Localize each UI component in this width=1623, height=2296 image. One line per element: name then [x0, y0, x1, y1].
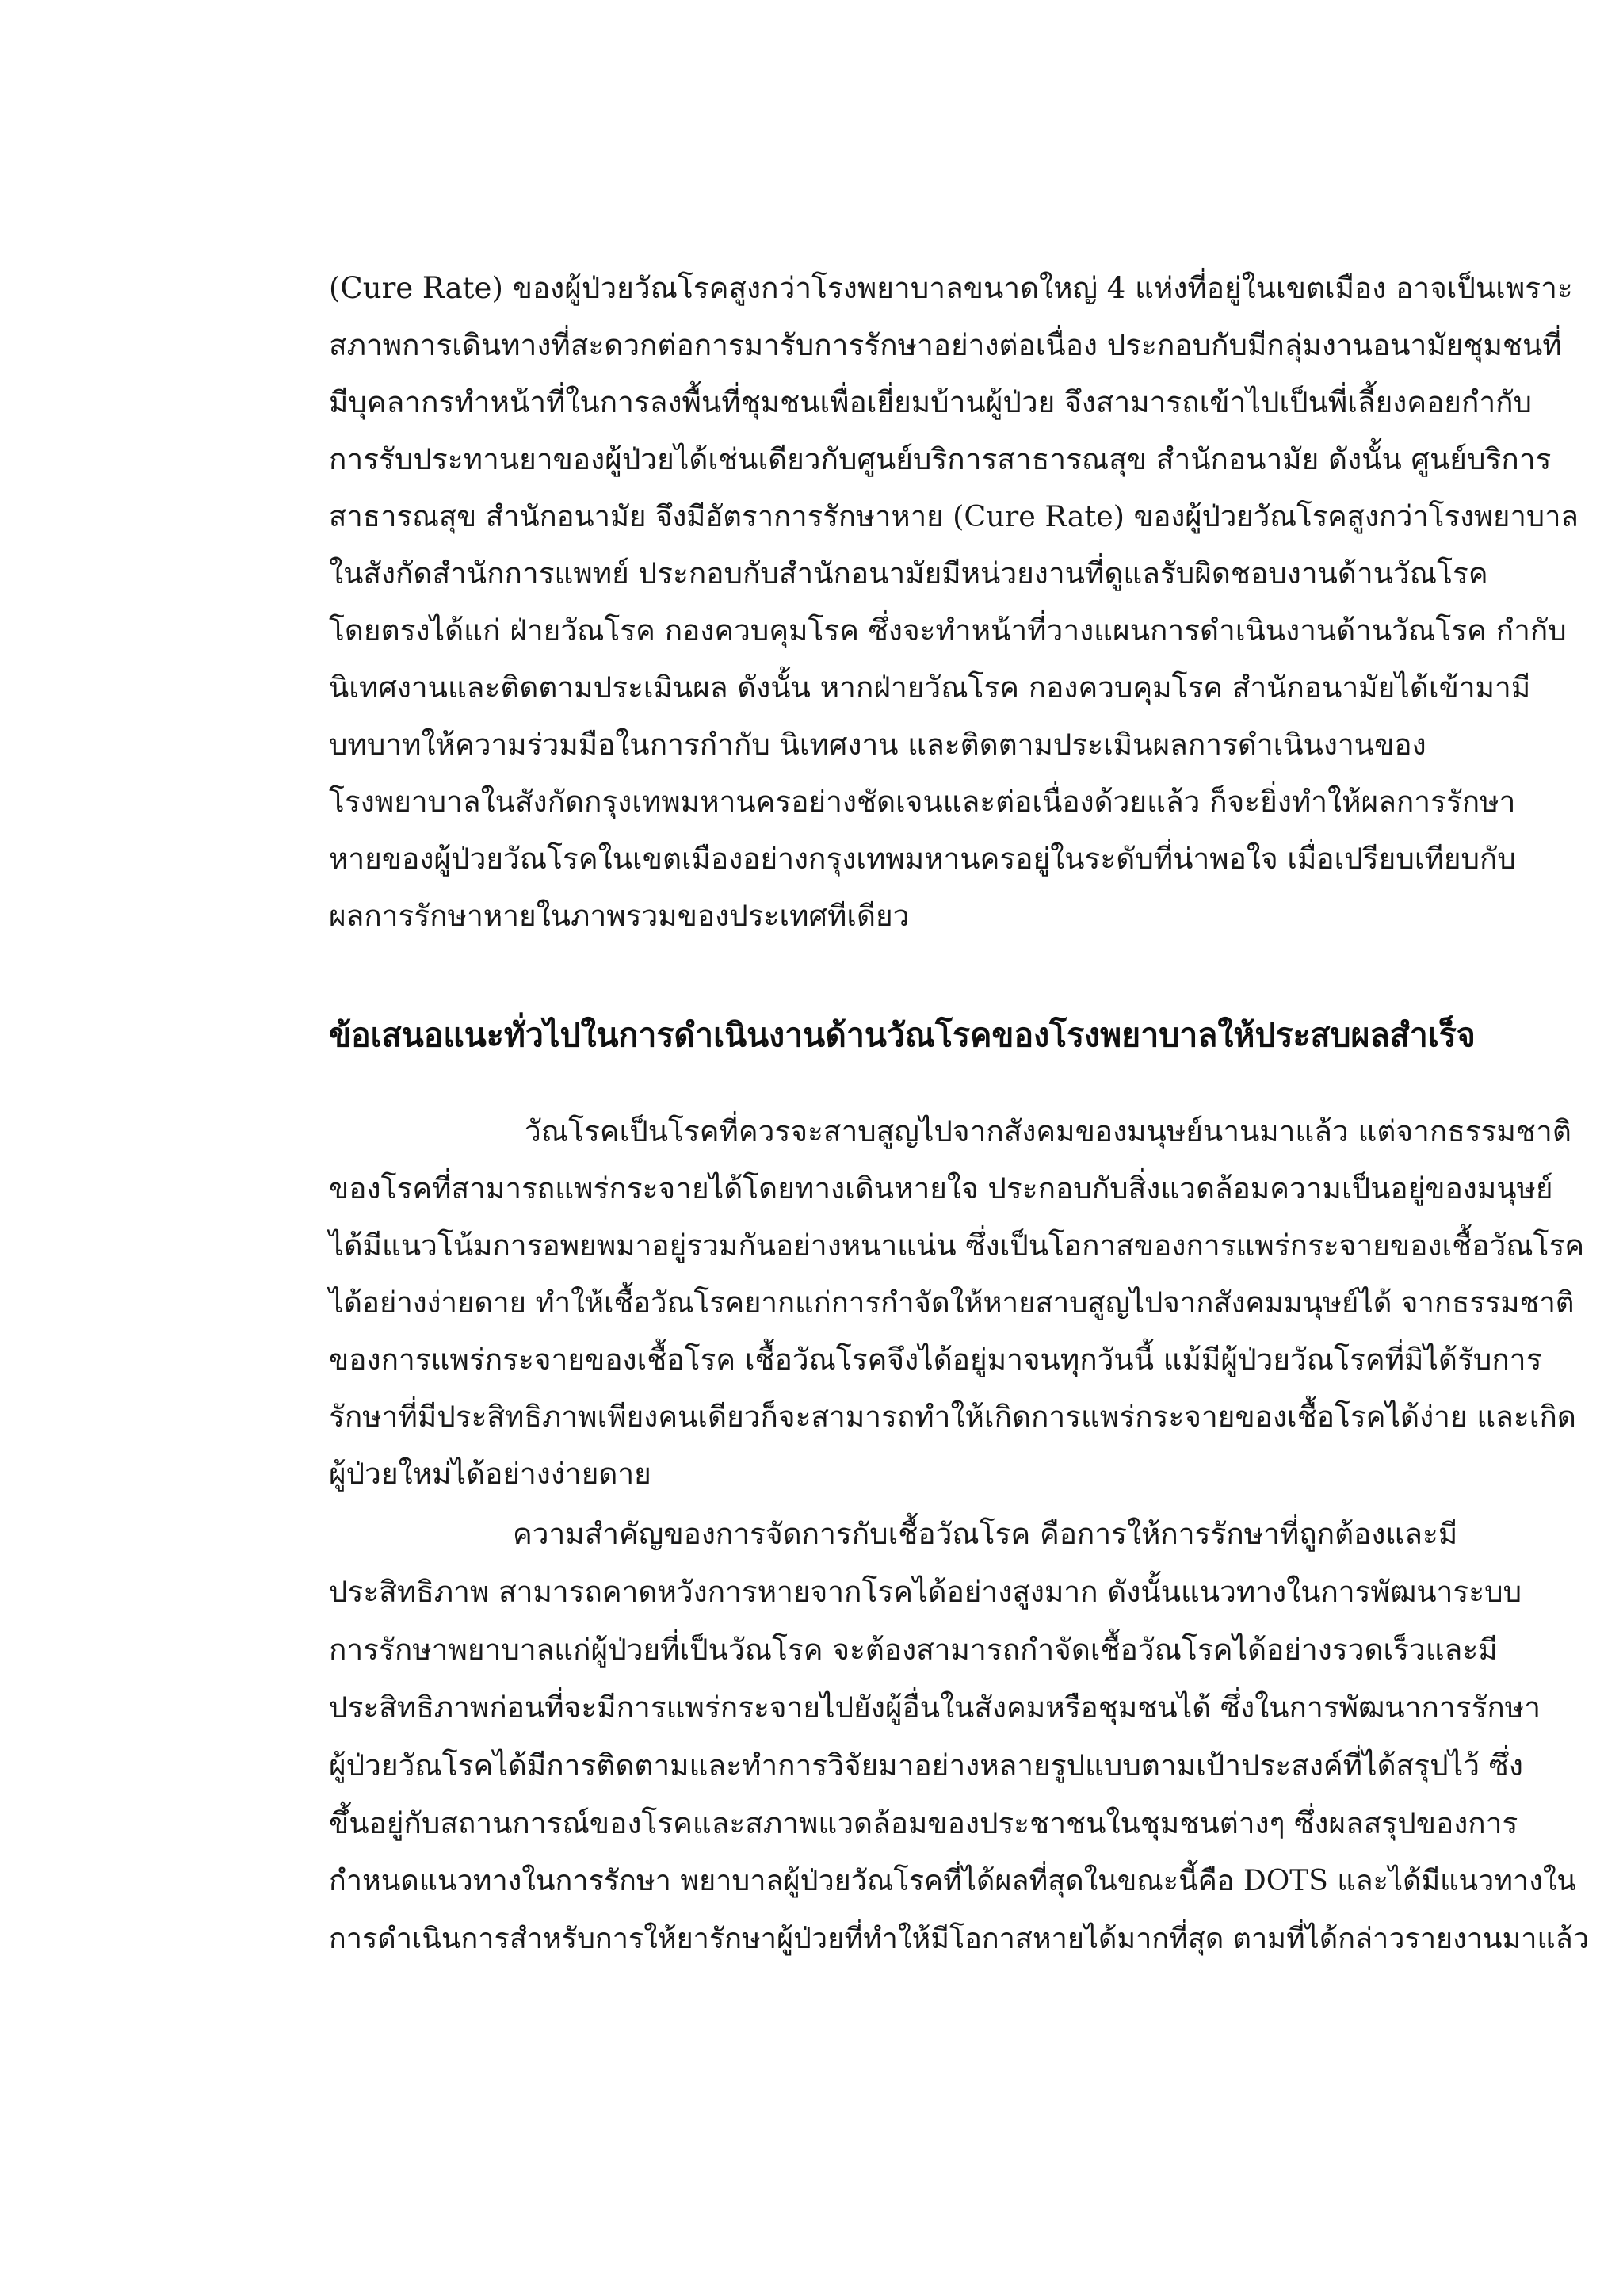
text-line: โดยตรงได้แก่ ฝ่ายวัณโรค กองควบคุมโรค ซึ่งจะทำหน้าที่วางแผนการดำเนินงานด้านวัณโรค กำกับ [329, 613, 1567, 648]
text-line: รักษาที่มีประสิทธิภาพเพียงคนเดียวก็จะสามารถทำให้เกิดการแพร่กระจายของเชื้อโรคได้ง่าย และเกิด [329, 1400, 1576, 1434]
text-line: ในสังกัดสำนักการแพทย์ ประกอบกับสำนักอนามัยมีหน่วยงานที่ดูแลรับผิดชอบงานด้านวัณโรค [329, 556, 1488, 590]
text-line: บทบาทให้ความร่วมมือในการกำกับ นิเทศงาน และติดตามประเมินผลการดำเนินงานของ [329, 728, 1426, 762]
text-line: ขึ้นอยู่กับสถานการณ์ของโรคและสภาพแวดล้อมของประชาชนในชุมชนต่างๆ ซึ่งผลสรุปของการ [329, 1806, 1518, 1840]
text-line: การรักษาพยาบาลแก่ผู้ป่วยที่เป็นวัณโรค จะต้องสามารถกำจัดเชื้อวัณโรคได้อย่างรวดเร็วและมี [329, 1633, 1498, 1667]
text-line: มีบุคลากรทำหน้าที่ในการลงพื้นที่ชุมชนเพื่อเยี่ยมบ้านผู้ป่วย จึงสามารถเข้าไปเป็นพี่เลี้ยงคอยกำกับ [329, 385, 1533, 419]
text-line: ได้อย่างง่ายดาย ทำให้เชื้อวัณโรคยากแก่การกำจัดให้หายสาบสูญไปจากสังคมมนุษย์ได้ จากธรรมชาติ [329, 1286, 1575, 1320]
section-heading: ข้อเสนอแนะทั่วไปในการดำเนินงานด้านวัณโรคของโรงพยาบาลให้ประสบผลสำเร็จ [329, 1016, 1476, 1054]
text-line: กำหนดแนวทางในการรักษา พยาบาลผู้ป่วยวัณโรคที่ได้ผลที่สุดในขณะนี้คือ DOTS และได้มีแนวทางใน [329, 1865, 1576, 1897]
text-line: ประสิทธิภาพ สามารถคาดหวังการหายจากโรคได้อย่างสูงมาก ดังนั้นแนวทางในการพัฒนาระบบ [329, 1575, 1522, 1609]
text-line: การดำเนินการสำหรับการให้ยารักษาผู้ป่วยที่ทำให้มีโอกาสหายได้มากที่สุด ตามที่ได้กล่าวรายงานมาแล้ว [329, 1923, 1589, 1955]
text-line: หายของผู้ป่วยวัณโรคในเขตเมืองอย่างกรุงเทพมหานครอยู่ในระดับที่น่าพอใจ เมื่อเปรียบเทียบกับ [329, 842, 1516, 876]
text-line: (Cure Rate) ของผู้ป่วยวัณโรคสูงกว่าโรงพยาบาลขนาดใหญ่ 4 แห่งที่อยู่ในเขตเมือง อาจเป็นเพราะ [329, 271, 1573, 305]
text-line: สาธารณสุข สำนักอนามัย จึงมีอัตราการรักษาหาย (Cure Rate) ของผู้ป่วยวัณโรคสูงกว่าโรงพยาบาล [329, 499, 1579, 533]
text-line: ประสิทธิภาพก่อนที่จะมีการแพร่กระจายไปยังผู้อื่นในสังคมหรือชุมชนได้ ซึ่งในการพัฒนาการรักษา [329, 1690, 1541, 1725]
text-line: ของโรคที่สามารถแพร่กระจายได้โดยทางเดินหายใจ ประกอบกับสิ่งแวดล้อมความเป็นอยู่ของมนุษย์ [329, 1171, 1553, 1205]
text-line: นิเทศงานและติดตามประเมินผล ดังนั้น หากฝ่ายวัณโรค กองควบคุมโรค สำนักอนามัยได้เข้ามามี [329, 670, 1531, 705]
text-line: ผลการรักษาหายในภาพรวมของประเทศทีเดียว [329, 899, 910, 933]
text-line: วัณโรคเป็นโรคที่ควรจะสาบสูญไปจากสังคมของมนุษย์นานมาแล้ว แต่จากธรรมชาติ [525, 1114, 1571, 1148]
text-line: ความสำคัญของการจัดการกับเชื้อวัณโรค คือการให้การรักษาที่ถูกต้องและมี [513, 1517, 1458, 1551]
text-line: ได้มีแนวโน้มการอพยพมาอยู่รวมกันอย่างหนาแน่น ซึ่งเป็นโอกาสของการแพร่กระจายของเชื้อวัณโรค [329, 1228, 1585, 1263]
text-line: ของการแพร่กระจายของเชื้อโรค เชื้อวัณโรคจึงได้อยู่มาจนทุกวันนี้ แม้มีผู้ป่วยวัณโรคที่มิได้รับการ [329, 1343, 1542, 1377]
text-line: สภาพการเดินทางที่สะดวกต่อการมารับการรักษาอย่างต่อเนื่อง ประกอบกับมีกลุ่มงานอนามัยชุมชนที่ [329, 328, 1562, 362]
text-line: การรับประทานยาของผู้ป่วยได้เช่นเดียวกับศูนย์บริการสาธารณสุข สำนักอนามัย ดังนั้น ศูนย์บริการ [329, 442, 1552, 476]
text-line: ผู้ป่วยวัณโรคได้มีการติดตามและทำการวิจัยมาอย่างหลายรูปแบบตามเป้าประสงค์ที่ได้สรุปไว้ ซึ่ง [329, 1748, 1523, 1782]
text-line: ผู้ป่วยใหม่ได้อย่างง่ายดาย [329, 1457, 651, 1491]
text-line: โรงพยาบาลในสังกัดกรุงเทพมหานครอย่างชัดเจนและต่อเนื่องด้วยแล้ว ก็จะยิ่งทำให้ผลการรักษา [329, 785, 1516, 819]
